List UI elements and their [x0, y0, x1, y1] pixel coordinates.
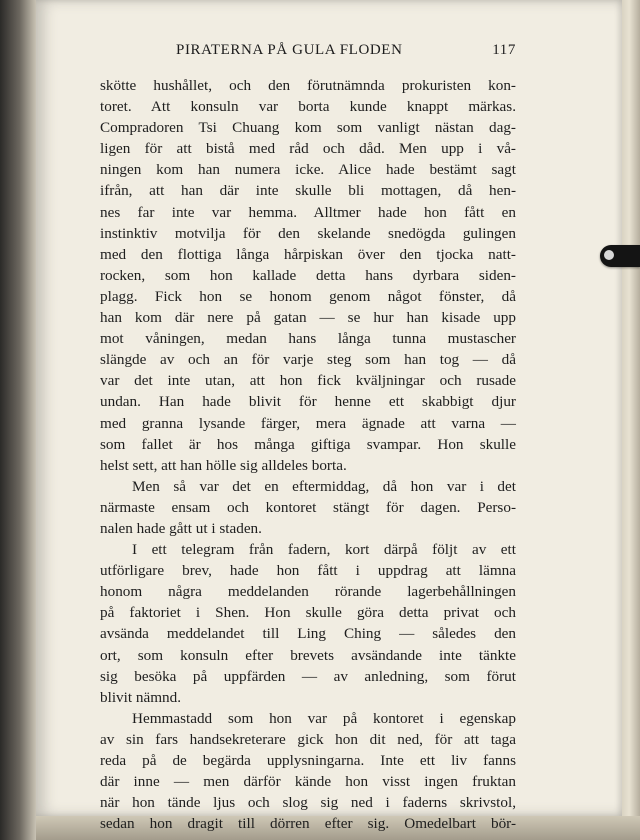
body-text [100, 75, 516, 834]
text-line: ningen kom han numera icke. Alice hade bestämt sagt [100, 161, 516, 179]
text-line: rocken, som hon kallade detta hans dyrbara siden- [100, 266, 516, 284]
text-line: ifrån, att han där inte skulle bli mottagen, då hen- [100, 182, 516, 200]
text-line: nes far inte var hemma. Alltmer hade hon fått en [100, 203, 516, 221]
text-line: ligen för att bistå med råd och dåd. Men upp i vå- [100, 140, 516, 158]
text-line: blivit nämnd. [100, 688, 181, 706]
text-line: han kom där nere på gatan — se hur han kisade upp [100, 309, 516, 327]
text-line: utförligare brev, hade hon fått i uppdrag att lämna [100, 562, 516, 580]
text-line: undan. Han hade blivit för henne ett skabbigt djur [100, 393, 516, 411]
text-line: var det inte utan, att hon fick kväljningar och rusade [100, 372, 516, 390]
text-line: helst sett, att han hölle sig alldeles borta. [100, 456, 347, 474]
page-number: 117 [492, 42, 516, 58]
text-line: Men så var det en eftermiddag, då hon var i det [132, 477, 516, 495]
text-line: sedan hon dragit till dörren efter sig. Omedelbart bör- [100, 815, 516, 833]
text-line: I ett telegram från fadern, kort därpå följt av ett [132, 541, 516, 559]
text-line: honom några meddelanden rörande lagerbehållningen [100, 583, 516, 601]
text-line: nalen hade gått ut i staden. [100, 519, 262, 537]
running-header [176, 42, 516, 64]
bookmark-clip-icon [604, 250, 614, 260]
text-line: instinktiv motvilja för den skelande snedögda gulingen [100, 224, 516, 242]
text-line: reda på de begärda upplysningarna. Inte ett liv fanns [100, 752, 516, 769]
text-line: avsända meddelandet till Ling Ching — således den [100, 625, 516, 643]
text-line: när hon tände ljus och slog sig ned i faderns skrivstol, [100, 794, 516, 812]
text-line: som fallet är hos många giftiga svampar. Hon skulle [100, 435, 516, 453]
text-line: Compradoren Tsi Chuang kom som vanligt nästan dag- [100, 119, 516, 137]
page-edge-right [622, 0, 640, 840]
text-line: Hemmastadd som hon var på kontoret i egenskap [132, 709, 516, 727]
book-spine-shadow [0, 0, 36, 840]
text-line: där inne — men därför kände hon visst ingen fruktan [100, 773, 516, 791]
text-line: på faktoriet i Shen. Hon skulle göra detta privat och [100, 604, 516, 622]
bookmark-ribbon [600, 245, 640, 267]
text-line: ort, som konsuln efter brevets avsändande inte tänkte [100, 646, 516, 664]
text-line: med granna lysande färger, mera ägnade att varna — [100, 414, 516, 432]
text-line: slängde av och an för varje steg som han tog — då [100, 351, 516, 369]
running-title: PIRATERNA PÅ GULA FLODEN [176, 42, 403, 58]
text-line: närmaste ensam och kontoret stängt för dagen. Perso- [100, 498, 516, 516]
text-line: av sin fars handsekreterare gick hon dit ned, för att taga [100, 730, 516, 748]
text-line: mot våningen, medan hans långa tunna mustascher [100, 330, 516, 348]
text-line: plagg. Fick hon se honom genom något fönster, då [100, 287, 516, 305]
text-line: med den flottiga långa hårpiskan över den tjocka natt- [100, 245, 516, 263]
text-line: skötte hushållet, och den förutnämnda prokuristen kon- [100, 77, 516, 94]
text-line: sig besöka på uppfärden — av anledning, som förut [100, 667, 516, 685]
text-line: toret. Att konsuln var borta kunde knappt märkas. [100, 98, 516, 116]
